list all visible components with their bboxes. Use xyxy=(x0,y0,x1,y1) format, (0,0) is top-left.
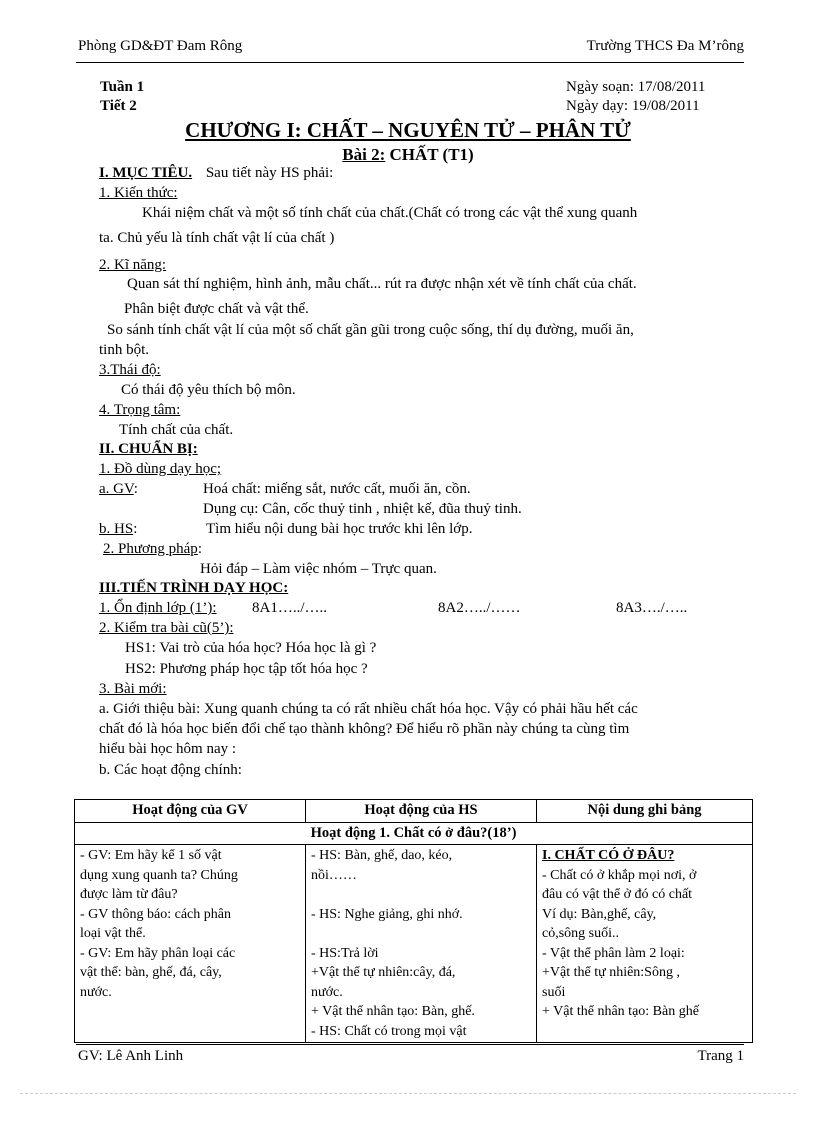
method-colon: : xyxy=(197,541,202,557)
knowledge-line-2: ta. Chủ yếu là tính chất vật lí của chất ) xyxy=(99,230,335,246)
gv-prep xyxy=(99,481,138,498)
content-line: suối xyxy=(542,984,566,1000)
hs-line xyxy=(311,885,531,905)
header-content: Nội dung ghi bảng xyxy=(537,800,753,823)
focus-heading: 4. Trọng tâm: xyxy=(99,402,181,418)
check-hs2: HS2: Phương pháp học tập tốt hóa học ? xyxy=(125,661,368,677)
gv-line: nước. xyxy=(80,984,112,1000)
tools-heading: 1. Đồ dùng dạy học; xyxy=(99,461,222,477)
footer-page: Trang 1 xyxy=(697,1048,744,1064)
footer-rule xyxy=(76,1044,744,1045)
prep-date: Ngày soạn: 17/08/2011 xyxy=(566,79,706,95)
skill-line-3: So sánh tính chất vật lí của một số chất gần gũi trong cuộc sống, thí dụ đường, muối ăn, xyxy=(107,322,634,338)
teach-date: Ngày dạy: 19/08/2011 xyxy=(566,98,700,114)
method-text: Hỏi đáp – Làm việc nhóm – Trực quan. xyxy=(200,561,437,577)
table-row xyxy=(75,845,753,1043)
gv-chemicals: Hoá chất: miếng sắt, nước cất, muối ăn, cồn. xyxy=(203,481,471,497)
attitude-text: Có thái độ yêu thích bộ môn. xyxy=(121,382,296,398)
activities-heading: b. Các hoạt động chính: xyxy=(99,762,242,778)
content-line: - Chất có ở khắp mọi nơi, ở xyxy=(542,867,697,883)
header-rule xyxy=(76,62,744,63)
period-label: Tiết 2 xyxy=(100,98,137,114)
content-line: - Vật thể phân làm 2 loại: xyxy=(542,945,685,961)
hs-line: - HS: Bàn, ghế, dao, kéo, xyxy=(311,848,453,863)
hs-cell xyxy=(306,845,537,1043)
skill-line-4: tinh bột. xyxy=(99,342,150,358)
content-line: Ví dụ: Bàn,ghế, cây, xyxy=(542,906,657,922)
header-school-name: Trường THCS Đa M’rông xyxy=(586,38,744,54)
gv-colon: : xyxy=(133,481,138,497)
class-8a3: 8A3…./….. xyxy=(616,600,688,616)
class-8a1: 8A1…../….. xyxy=(252,600,327,616)
objectives-heading-text: I. MỤC TIÊU. xyxy=(99,165,193,181)
check-heading: 2. Kiểm tra bài cũ(5’): xyxy=(99,620,234,636)
footer-teacher: GV: Lê Anh Linh xyxy=(78,1048,184,1064)
class-8a2: 8A2…../…… xyxy=(438,600,521,616)
chapter-title: CHƯƠNG I: CHẤT – NGUYÊN TỬ – PHÂN TỬ xyxy=(185,118,631,142)
table-header-row xyxy=(75,800,753,823)
gv-line: vật thể: bàn, ghế, đá, cây, xyxy=(80,965,222,980)
hs-label: b. HS xyxy=(99,521,134,537)
content-cell xyxy=(537,845,753,1043)
attitude-heading: 3.Thái độ: xyxy=(99,362,161,378)
gv-line: - GV thông báo: cách phân xyxy=(80,906,231,922)
hs-line: nồi…… xyxy=(311,867,357,883)
method-heading-wrap xyxy=(103,541,202,558)
activity-table xyxy=(74,799,753,1043)
hs-prep-text: Tìm hiểu nội dung bài học trước khi lên lớp. xyxy=(206,521,473,537)
hs-line: nước. xyxy=(311,984,343,1000)
hs-line: - HS:Trả lời xyxy=(311,945,379,961)
header-school-dept: Phòng GD&ĐT Đam Rông xyxy=(78,38,243,54)
activity-title: Hoạt động 1. Chất có ở đâu?(18’) xyxy=(75,822,753,845)
gv-line: - GV: Em hãy phân loại các xyxy=(80,945,236,961)
gv-label: a. GV xyxy=(99,481,134,497)
new-lesson-heading: 3. Bài mới: xyxy=(99,681,167,697)
activity-title-row xyxy=(75,822,753,845)
hs-line: +Vật thể tự nhiên:cây, đá, xyxy=(311,965,456,980)
week-label: Tuần 1 xyxy=(100,79,145,95)
page-bottom-dashed-rule xyxy=(20,1093,796,1094)
hs-prep xyxy=(99,521,137,538)
intro-line-1: a. Giới thiệu bài: Xung quanh chúng ta có rất nhiều chất hóa học. Vậy có phải hầu hết các xyxy=(99,701,638,717)
check-hs1: HS1: Vai trò của hóa học? Hóa học là gì ? xyxy=(125,640,377,656)
gv-line: dụng xung quanh ta? Chúng xyxy=(80,867,238,883)
content-heading: I. CHẤT CÓ Ở ĐÂU? xyxy=(542,848,675,863)
hs-colon: : xyxy=(133,521,138,537)
focus-text: Tính chất của chất. xyxy=(119,422,234,438)
objectives-heading xyxy=(99,165,333,182)
header-hs: Hoạt động của HS xyxy=(306,800,537,823)
lesson-name: CHẤT (T1) xyxy=(389,145,474,164)
hs-line: - HS: Chất có trong mọi vật xyxy=(311,1023,467,1039)
intro-line-3: hiểu bài học hôm nay : xyxy=(99,741,237,757)
hs-line: - HS: Nghe giảng, ghi nhớ. xyxy=(311,906,463,922)
preparation-heading: II. CHUẨN BỊ: xyxy=(99,441,198,457)
process-heading: III.TIẾN TRÌNH DẠY HỌC: xyxy=(99,580,289,596)
content-line: + Vật thể nhân tạo: Bàn ghế xyxy=(542,1004,699,1019)
knowledge-line-1: Khái niệm chất và một số tính chất của chất.(Chất có trong các vật thể xung quanh xyxy=(142,205,638,221)
skills-heading: 2. Kĩ năng: xyxy=(99,257,167,273)
gv-tools: Dụng cụ: Cân, cốc thuỷ tinh , nhiệt kế, đũa thuỷ tinh. xyxy=(203,501,522,517)
knowledge-heading: 1. Kiến thức: xyxy=(99,185,178,201)
content-line: +Vật thể tự nhiên:Sông , xyxy=(542,965,680,980)
gv-line: - GV: Em hãy kể 1 số vật xyxy=(80,848,222,863)
stabilize-heading: 1. Ổn định lớp (1’): xyxy=(99,600,217,616)
intro-line-2: chất đó là hóa học biến đổi chế tạo thành không? Để hiểu rõ phần này chúng ta cùng tìm xyxy=(99,721,630,737)
header-gv: Hoạt động của GV xyxy=(75,800,306,823)
hs-line xyxy=(311,924,531,944)
gv-line: loại vật thể. xyxy=(80,926,146,941)
hs-line: + Vật thể nhân tạo: Bàn, ghế. xyxy=(311,1004,475,1019)
gv-cell xyxy=(75,845,306,1043)
lesson-label: Bài 2: xyxy=(342,145,386,164)
method-heading: 2. Phương pháp xyxy=(103,541,198,557)
skill-line-1: Quan sát thí nghiệm, hình ảnh, mẫu chất... rút ra được nhận xét về tính chất của chất. xyxy=(127,276,637,292)
skill-line-2: Phân biệt được chất và vật thể. xyxy=(124,301,309,317)
objectives-intro: Sau tiết này HS phải: xyxy=(205,165,334,181)
gv-line: được làm từ đâu? xyxy=(80,887,178,902)
content-line: đâu có vật thể ở đó có chất xyxy=(542,887,693,902)
content-line: cỏ,sông suối.. xyxy=(542,926,619,941)
lesson-title xyxy=(0,145,816,165)
